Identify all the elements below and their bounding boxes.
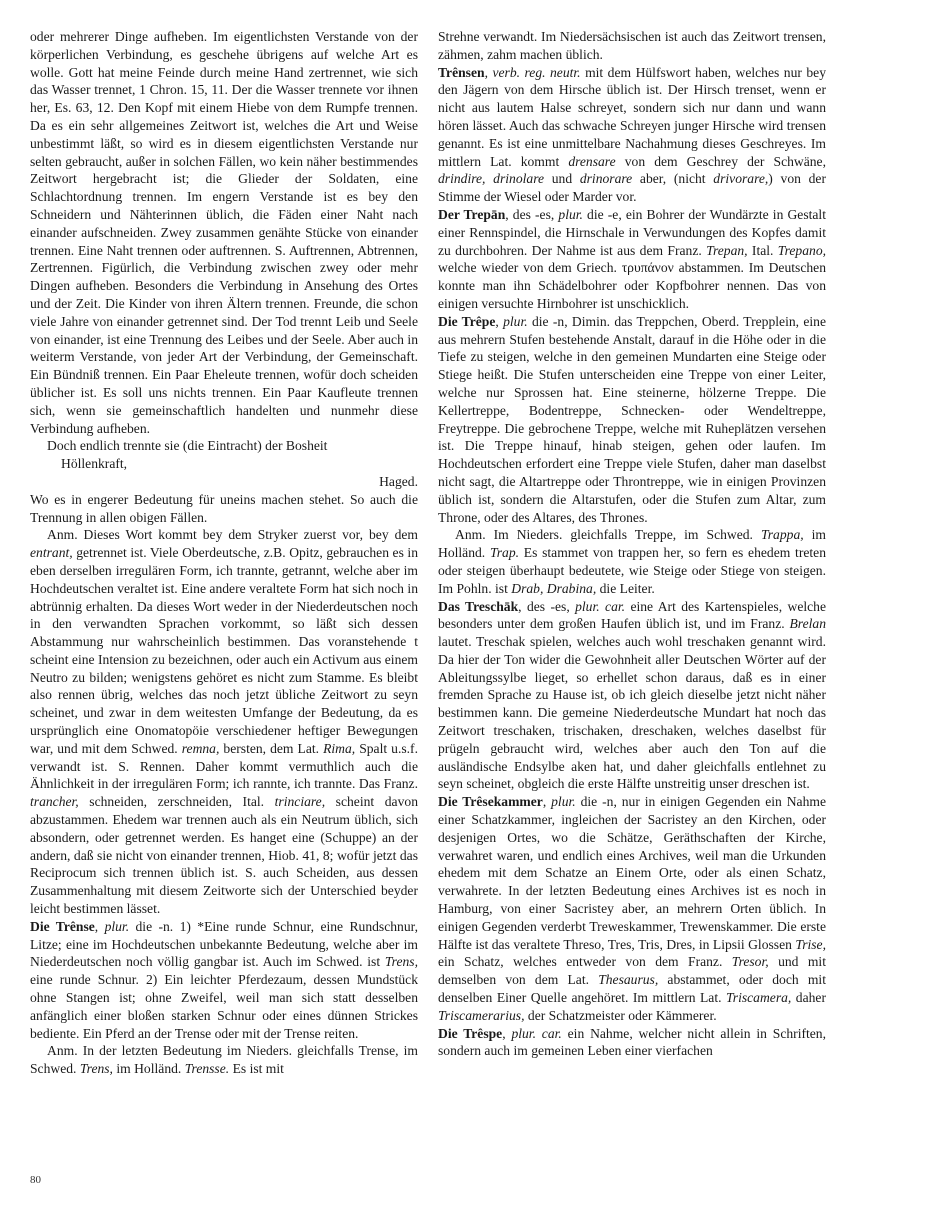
headword: Das Treschāk: [438, 598, 519, 614]
left-column: [30, 28, 418, 1078]
headword: Die Trêsekammer: [438, 794, 543, 810]
entry-treppe: Die Trêpe, plur. die -n, Dimin. das Treppchen, Oberd. Trepplein, eine aus mehrern Stufen bestehende Anstalt, darauf in die Höhe oder in die Tiefe zu steigen, welche in den gemeinen Mundarten eine Steige oder Stiege heißt. Die Stufen unterscheiden eine Treppe von einer Leiter, welche nur Sprossen hat. Eine steinerne, hölzerne Treppe. Die Kellertreppe, Bodentreppe, Schnecken- oder Wendeltreppe, Freytreppe. Die gebrochene Treppe, welche mit Ruheplätzen versehen ist. Die Treppe hinauf, hinab steigen, gehen oder laufen. Im Hochdeutschen erfordert eine Treppe viele Stufen, daher man daselbst nicht sagt, die Altartreppe oder Throntreppe, wie in einigen Provinzen üblich ist, sondern die Altarstufen, oder die Stufen zum Altar, zum Throne, oder des Altares, des Thrones.: [438, 313, 826, 525]
page-number: 80: [30, 1174, 41, 1186]
headword: Die Trêpe: [438, 313, 496, 329]
quotation-source: Haged.: [379, 473, 418, 489]
entry-treschak: Das Treschāk, des -es, plur. car. eine Art des Kartenspieles, welche besonders unter dem großen Haufen üblich ist, und im Franz. Brelan lautet. Treschak spielen, welches auch wohl treschaken genannt wird. Da hier der Ton wider die Gewohnheit aller Deutschen Wörter auf der Ableitungssylbe lieget, so erhellet schon daraus, daß es in einer fremden Sprache zu Hause ist, ob ich gleich dieselbe jetzt nicht näher bestimmen kann. Die gemeine Niederdeutsche Mundart hat noch das Zeitwort treschaken, trischaken, dreschaken, welches daselbst für prügeln gebraucht wird, welches aber auch den Ton auf die ausländische Endsylbe aken hat, und daher gleichfalls entlehnet zu seyn scheinet, obgleich die erste Hälfte unstreitig unser dreschen ist.: [438, 598, 826, 792]
quotation-line: Doch endlich trennte sie (die Eintracht) der Bosheit: [47, 438, 328, 454]
entry-trennen-note: Anm. Dieses Wort kommt bey dem Stryker zuerst vor, bey dem entrant, getrennet ist. Viele Oberdeutsche, z.B. Opitz, gebrauchen es in eben derselben irregulären Form, ich trannte, getrannt, welche aber im Hochdeutschen veraltet ist. Eine andere veraltete Form hat sich noch in abtrünnig erhalten. Da dieses Wort weder in der Niederdeutschen noch in den verwandten Sprachen vorkommt, so läßt sich dessen Abstammung nur wahrscheinlich bestimmen. Das voranstehende t scheint eine Intension zu bezeichnen, oder auch ein Activum aus einem Neutro zu bilden; wenigstens gehöret es nicht zum Stamme. Es bleibt also rennen übrig, welches das noch jetzt übliche Zeitwort zu seyn scheinet, und zwar in dem weitesten Umfange der Bedeutung, da es ursprünglich eine Onomatopöie verschiedener heftiger Bewegungen war, und mit dem Schwed. remna, bersten, dem Lat. Rima, Spalt u.s.f. verwandt ist. S. Rennen. Daher kommt vermuthlich auch die Ähnlichkeit in der irregulären Form; ich rannte, ich trannte. Das Franz. trancher, schneiden, zerschneiden, Ital. trinciare, scheint davon abzustammen. Ehedem war trennen auch als ein Neutrum üblich, sich absondern, oder getrennet werden. Es hanget eine (Schuppe) an der andern, daß sie nicht von einander trennen, Hiob. 41, 8; wofür jetzt das Reciprocum sich trennen üblich ist. S. auch Scheiden, aus dessen Zusammenhaltung mit diesem Zeitworte sich der Unterschied beyder leicht bestimmen lässet.: [30, 527, 418, 917]
headword: Trênsen: [438, 64, 485, 80]
entry-trensen: Trênsen, verb. reg. neutr. mit dem Hülfswort haben, welches nur bey den Jägern von dem Hirsche üblich ist. Der Hirsch trenset, wenn er nicht aus lautem Halse schreyet, sondern sich nur dann und wann hören lässet. Auch das schwache Schreyen junger Hirsche wird trensen genannt. Es ist eine unmittelbare Nachahmung dieses Geschreyes. Im mittlern Lat. kommt drensare von dem Geschrey der Schwäne, drindire, drinolare und drinorare aber, (nicht drivorare,) von der Stimme der Wiesel oder Marder vor.: [438, 64, 827, 205]
entry-treppe-note: Anm. Im Nieders. gleichfalls Treppe, im Schwed. Trappa, im Holländ. Trap. Es stammet von trappen her, so fern es ehedem treten oder steigen überhaupt bedeutete, wie Steige oder Stiege von steigen. Im Pohln. ist Drab, Drabina, die Leiter.: [438, 527, 826, 596]
entry-trepan: Der Trepān, des -es, plur. die -e, ein Bohrer der Wundärzte in Gestalt einer Rennspindel, die Hirnschale in Verwundungen des Kopfes damit zu durchbohren. Der Nahme ist aus dem Franz. Trepan, Ital. Trepano, welche wieder von dem Griech. τρυπάνον abstammen. Im Deutschen konnte man ihn Schädelbohrer oder Kopfbohrer nennen. Das von einigen versuchte Hirnbohrer ist unschicklich.: [438, 206, 827, 311]
entry-trense-continuation: Strehne verwandt. Im Niedersächsischen ist auch das Zeitwort trensen, zähmen, zahm machen üblich.: [438, 29, 826, 62]
headword: Die Trêspe: [438, 1025, 503, 1041]
entry-trennen-definition: oder mehrerer Dinge aufheben. Im eigentlichsten Verstande von der körperlichen Verbindung, es geschehe übrigens auf welche Art es wolle. Gott hat meine Feinde durch meine Hand zertrennet, wie sich das Wasser trennet, 1 Chron. 15, 11. Der die Wasser trennete vor ihnen her, Es. 63, 12. Den Kopf mit einem Hiebe von dem Rumpfe trennen. Da es ein sehr allgemeines Zeitwort ist, welches die Art und Weise unbestimmt läßt, so wird es in diesem eigentlichsten Verstande nur selten gebraucht, außer in solchen Fällen, wo kein näher bestimmendes Zeitwort hergebracht ist; die Glieder der Soldaten, eine Schlachtordnung trennen. Im engern Verstande ist es bey den Schneidern und Nähterinnen üblich, die Fäden einer Naht nach einander aufschneiden. Zwey zusammen genähte Stücke von einander trennen. Eine Naht trennen oder auftrennen. S. Auftrennen, Abtrennen, Zertrennen. Figürlich, die Verbindung zwischen zwey oder mehr Dingen aufheben. Besonders die Verbindung in Ansehung des Ortes und der Zeit. Die Kinder von ihren Ältern trennen. Freunde, die schon viele Jahre von einander getrennet sind. Der Tod trennt Leib und Seele von einander, ist eine Trennung des Leibes und der Seele. Aber auch in weiterm Verstande, von jeder Art der Verbindung, der Gemeinschaft. Ein Bündniß trennen. Ein Paar Eheleute trennen, wofür doch scheiden üblicher ist. Es soll uns nichts trennen. Ein Paar Kaufleute trennen sich, wenn sie gemeinschaftlich handelten und nunmehr diese Verbindung aufheben.: [30, 29, 418, 436]
right-column: [438, 28, 826, 1060]
entry-trense: Die Trênse, plur. die -n. 1) *Eine runde Schnur, eine Rundschnur, Litze; eine im Hochdeutschen unbekannte Bedeutung, welche aber im Niederdeutschen noch völlig gangbar ist. Auch im Schwed. ist Trens, eine runde Schnur. 2) Ein leichter Pferdezaum, dessen Mundstück ohne Stangen ist; ohne Zweifel, weil man sich statt desselben anfänglich einer bloßen starken Schnur oder eines dünnen Strickes bediente. Ein Pferd an der Trense oder mit der Trense reiten.: [30, 918, 419, 1041]
headword: Der Trepān: [438, 206, 506, 222]
entry-trense-note: Anm. In der letzten Bedeutung im Nieders. gleichfalls Trense, im Schwed. Trens, im Holländ. Trensse. Es ist mit: [30, 1043, 418, 1077]
entry-trespe: Die Trêspe, plur. car. ein Nahme, welcher nicht allein in Schriften, sondern auch im gemeinen Leben einer vierfachen: [438, 1025, 827, 1059]
dictionary-page: [30, 28, 826, 1178]
entry-trennen-continuation: Wo es in engerer Bedeutung für uneins machen stehet. So auch die Trennung in allen obigen Fällen.: [30, 491, 418, 525]
entry-tresekammer: Die Trêsekammer, plur. die -n, nur in einigen Gegenden ein Nahme einer Schatzkammer, ingleichen der Sacristey an den Kirchen, oder desjenigen Ortes, wo die Schätze, Geräthschaften der Kirche, verwahret waren, und endlich eines Archives, weil man die Urkunden ehedem mit dem Schatze an Einem Orte, oder als einen Schatz, verwahrete. In der letzten Bedeutung eines Archives ist es noch in Hamburg, von einer Sacristey aber, an mehrern Orten üblich. In einigen Gegenden verderbt Treweskammer, Trewenskammer. Die erste Hälfte ist das veraltete Threso, Tres, Tris, Dres, in Lipsii Glossen Trise, ein Schatz, welches entweder von dem Franz. Tresor, und mit demselben von dem Lat. Thesaurus, abstammet, oder doch mit denselben Einer Quelle angehöret. Im mittlern Lat. Triscamera, daher Triscamerarius, der Schatzmeister oder Kämmerer.: [438, 794, 826, 1023]
quotation-line: Höllenkraft,: [61, 456, 128, 472]
headword: Die Trênse: [30, 918, 95, 934]
